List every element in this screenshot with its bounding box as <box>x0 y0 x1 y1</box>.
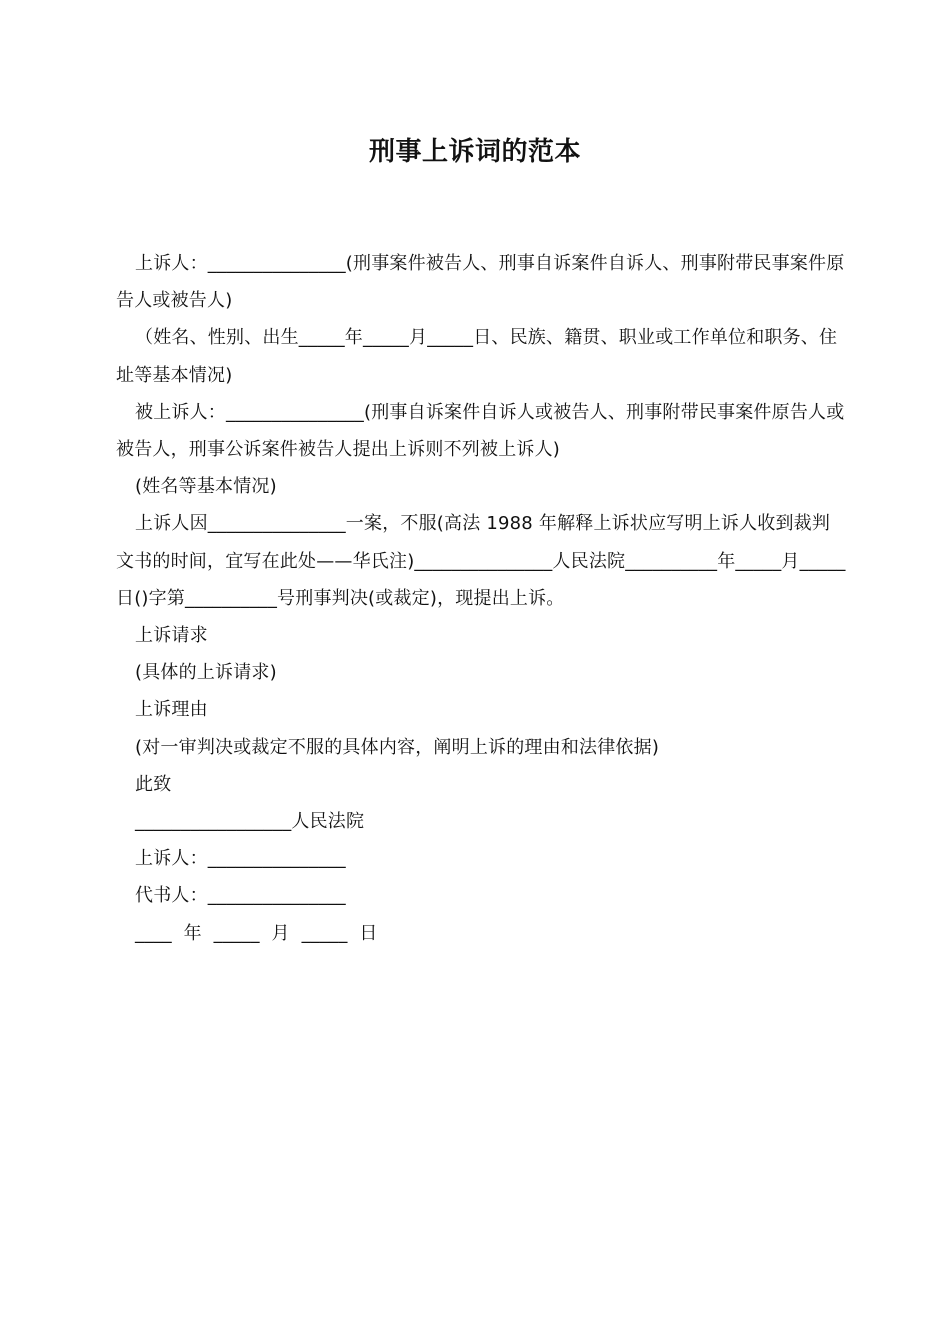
salutation-line: 此致 <box>135 773 172 795</box>
document-title: 刑事上诉词的范本 <box>368 137 581 167</box>
appellant-paragraph: 上诉人：_______________(刑事案件被告人、刑事自诉案件自诉人、刑事附带民事案件原告人或被告人) <box>116 253 845 312</box>
appellee-paragraph: 被上诉人：_______________(刑事自诉案件自诉人或被告人、刑事附带民事案件原告人或被告人，刑事公诉案件被告人提出上诉则不列被上诉人) <box>116 401 845 461</box>
appeal-reason-heading: 上诉理由 <box>135 699 208 721</box>
court-line: _________________人民法院 <box>135 811 365 833</box>
appellant-details-paragraph: （姓名、性别、出生_____年_____月_____日、民族、籍贯、职业或工作单位和职务、住址等基本情况) <box>116 327 838 386</box>
scribe-signature-line: 代书人：_______________ <box>135 885 346 907</box>
appellee-details-paragraph: (姓名等基本情况) <box>135 476 277 498</box>
appeal-reason-paragraph: (对一审判决或裁定不服的具体内容，阐明上诉的理由和法律依据) <box>135 736 660 758</box>
appeal-statement-paragraph: 上诉人因_______________一案，不服(高法 1988 年解释上诉状应写明上诉人收到裁判文书的时间，宜写在此处——华氏注)_______________人民法院__________年_____月_____日()字第__________号刑事判决(或裁定)，现提出上诉。 <box>116 513 846 609</box>
document-body <box>116 245 846 952</box>
date-line: ____ 年 _____ 月 _____ 日 <box>135 922 378 944</box>
appellant-signature-line: 上诉人：_______________ <box>135 848 346 870</box>
appeal-request-heading: 上诉请求 <box>135 625 208 647</box>
appeal-request-paragraph: (具体的上诉请求) <box>135 662 277 684</box>
